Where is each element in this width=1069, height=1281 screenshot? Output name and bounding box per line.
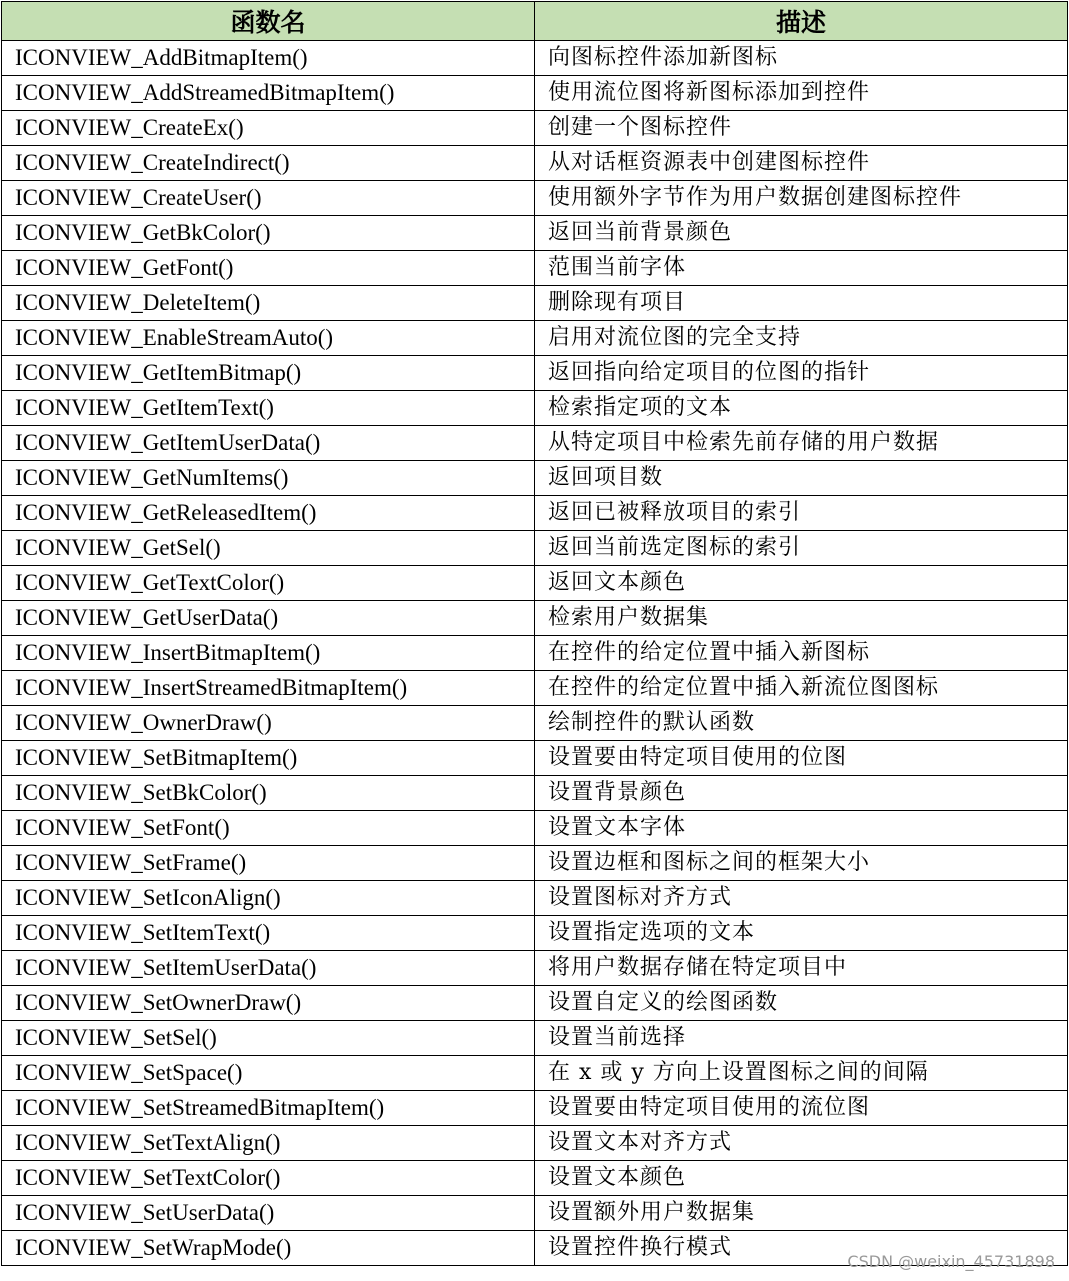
table-row bbox=[2, 1056, 1068, 1091]
table-row bbox=[2, 1021, 1068, 1056]
table-row bbox=[2, 356, 1068, 391]
description-cell: 从对话框资源表中创建图标控件 bbox=[535, 146, 1068, 181]
table-row bbox=[2, 76, 1068, 111]
table-row bbox=[2, 286, 1068, 321]
table-row bbox=[2, 216, 1068, 251]
function-name-cell: ICONVIEW_AddStreamedBitmapItem() bbox=[2, 76, 535, 111]
description-cell: 设置自定义的绘图函数 bbox=[535, 986, 1068, 1021]
table-row bbox=[2, 1126, 1068, 1161]
description-cell: 设置边框和图标之间的框架大小 bbox=[535, 846, 1068, 881]
function-name-cell: ICONVIEW_CreateUser() bbox=[2, 181, 535, 216]
table-row bbox=[2, 321, 1068, 356]
function-name-cell: ICONVIEW_GetItemUserData() bbox=[2, 426, 535, 461]
table-row bbox=[2, 146, 1068, 181]
table-row bbox=[2, 986, 1068, 1021]
table-row bbox=[2, 706, 1068, 741]
description-cell: 检索指定项的文本 bbox=[535, 391, 1068, 426]
description-cell: 返回文本颜色 bbox=[535, 566, 1068, 601]
description-cell: 检索用户数据集 bbox=[535, 601, 1068, 636]
table-row bbox=[2, 951, 1068, 986]
description-cell: 在 x 或 y 方向上设置图标之间的间隔 bbox=[535, 1056, 1068, 1091]
function-name-cell: ICONVIEW_SetWrapMode() bbox=[2, 1231, 535, 1266]
table-row bbox=[2, 41, 1068, 76]
table-row bbox=[2, 251, 1068, 286]
table-row bbox=[2, 881, 1068, 916]
function-name-cell: ICONVIEW_GetFont() bbox=[2, 251, 535, 286]
function-name-cell: ICONVIEW_CreateEx() bbox=[2, 111, 535, 146]
function-name-cell: ICONVIEW_GetItemBitmap() bbox=[2, 356, 535, 391]
function-name-cell: ICONVIEW_GetBkColor() bbox=[2, 216, 535, 251]
function-name-cell: ICONVIEW_AddBitmapItem() bbox=[2, 41, 535, 76]
description-cell: 设置要由特定项目使用的流位图 bbox=[535, 1091, 1068, 1126]
description-cell: 绘制控件的默认函数 bbox=[535, 706, 1068, 741]
function-name-cell: ICONVIEW_EnableStreamAuto() bbox=[2, 321, 535, 356]
description-cell: 设置图标对齐方式 bbox=[535, 881, 1068, 916]
function-name-cell: ICONVIEW_CreateIndirect() bbox=[2, 146, 535, 181]
function-name-cell: ICONVIEW_SetTextColor() bbox=[2, 1161, 535, 1196]
function-name-cell: ICONVIEW_InsertStreamedBitmapItem() bbox=[2, 671, 535, 706]
description-cell: 返回已被释放项目的索引 bbox=[535, 496, 1068, 531]
function-name-cell: ICONVIEW_GetSel() bbox=[2, 531, 535, 566]
description-cell: 返回当前选定图标的索引 bbox=[535, 531, 1068, 566]
function-name-cell: ICONVIEW_SetSpace() bbox=[2, 1056, 535, 1091]
description-cell: 返回项目数 bbox=[535, 461, 1068, 496]
table-row bbox=[2, 636, 1068, 671]
table-row bbox=[2, 426, 1068, 461]
description-cell: 在控件的给定位置中插入新图标 bbox=[535, 636, 1068, 671]
function-table bbox=[1, 1, 1068, 1266]
table-row bbox=[2, 1091, 1068, 1126]
description-cell: 使用流位图将新图标添加到控件 bbox=[535, 76, 1068, 111]
function-name-cell: ICONVIEW_SetOwnerDraw() bbox=[2, 986, 535, 1021]
description-cell: 设置额外用户数据集 bbox=[535, 1196, 1068, 1231]
description-cell: 设置要由特定项目使用的位图 bbox=[535, 741, 1068, 776]
function-name-cell: ICONVIEW_SetStreamedBitmapItem() bbox=[2, 1091, 535, 1126]
table-row bbox=[2, 1196, 1068, 1231]
description-cell: 从特定项目中检索先前存储的用户数据 bbox=[535, 426, 1068, 461]
function-name-cell: ICONVIEW_GetReleasedItem() bbox=[2, 496, 535, 531]
function-name-cell: ICONVIEW_SetUserData() bbox=[2, 1196, 535, 1231]
function-name-cell: ICONVIEW_SetFrame() bbox=[2, 846, 535, 881]
description-cell: 范围当前字体 bbox=[535, 251, 1068, 286]
table-row bbox=[2, 846, 1068, 881]
function-name-cell: ICONVIEW_SetItemText() bbox=[2, 916, 535, 951]
description-cell: 启用对流位图的完全支持 bbox=[535, 321, 1068, 356]
function-name-cell: ICONVIEW_SetSel() bbox=[2, 1021, 535, 1056]
description-cell: 设置背景颜色 bbox=[535, 776, 1068, 811]
function-name-cell: ICONVIEW_SetItemUserData() bbox=[2, 951, 535, 986]
description-cell: 创建一个图标控件 bbox=[535, 111, 1068, 146]
table-row bbox=[2, 811, 1068, 846]
description-cell: 将用户数据存储在特定项目中 bbox=[535, 951, 1068, 986]
function-name-cell: ICONVIEW_SetIconAlign() bbox=[2, 881, 535, 916]
table-body bbox=[2, 41, 1068, 1266]
table-row bbox=[2, 566, 1068, 601]
table-header-row bbox=[2, 2, 1068, 41]
function-name-cell: ICONVIEW_DeleteItem() bbox=[2, 286, 535, 321]
table-row bbox=[2, 1161, 1068, 1196]
description-cell: 设置文本对齐方式 bbox=[535, 1126, 1068, 1161]
table-row bbox=[2, 741, 1068, 776]
description-cell: 设置控件换行模式 bbox=[535, 1231, 1068, 1266]
table-row bbox=[2, 601, 1068, 636]
function-name-cell: ICONVIEW_SetFont() bbox=[2, 811, 535, 846]
description-cell: 设置文本颜色 bbox=[535, 1161, 1068, 1196]
description-cell: 设置文本字体 bbox=[535, 811, 1068, 846]
table-row bbox=[2, 461, 1068, 496]
description-cell: 返回指向给定项目的位图的指针 bbox=[535, 356, 1068, 391]
table-row bbox=[2, 531, 1068, 566]
table-row bbox=[2, 916, 1068, 951]
header-function-name: 函数名 bbox=[2, 2, 535, 41]
table-row bbox=[2, 391, 1068, 426]
function-name-cell: ICONVIEW_SetBkColor() bbox=[2, 776, 535, 811]
function-name-cell: ICONVIEW_InsertBitmapItem() bbox=[2, 636, 535, 671]
description-cell: 在控件的给定位置中插入新流位图图标 bbox=[535, 671, 1068, 706]
function-name-cell: ICONVIEW_SetTextAlign() bbox=[2, 1126, 535, 1161]
header-description: 描述 bbox=[535, 2, 1068, 41]
description-cell: 使用额外字节作为用户数据创建图标控件 bbox=[535, 181, 1068, 216]
table-row bbox=[2, 776, 1068, 811]
table-row bbox=[2, 671, 1068, 706]
description-cell: 删除现有项目 bbox=[535, 286, 1068, 321]
function-name-cell: ICONVIEW_GetItemText() bbox=[2, 391, 535, 426]
function-name-cell: ICONVIEW_OwnerDraw() bbox=[2, 706, 535, 741]
function-name-cell: ICONVIEW_GetTextColor() bbox=[2, 566, 535, 601]
function-name-cell: ICONVIEW_GetUserData() bbox=[2, 601, 535, 636]
description-cell: 返回当前背景颜色 bbox=[535, 216, 1068, 251]
description-cell: 设置指定选项的文本 bbox=[535, 916, 1068, 951]
function-name-cell: ICONVIEW_GetNumItems() bbox=[2, 461, 535, 496]
table-row bbox=[2, 496, 1068, 531]
description-cell: 向图标控件添加新图标 bbox=[535, 41, 1068, 76]
table-row bbox=[2, 111, 1068, 146]
function-name-cell: ICONVIEW_SetBitmapItem() bbox=[2, 741, 535, 776]
table-row bbox=[2, 181, 1068, 216]
watermark: CSDN @weixin_45731898 bbox=[847, 1252, 1055, 1271]
description-cell: 设置当前选择 bbox=[535, 1021, 1068, 1056]
